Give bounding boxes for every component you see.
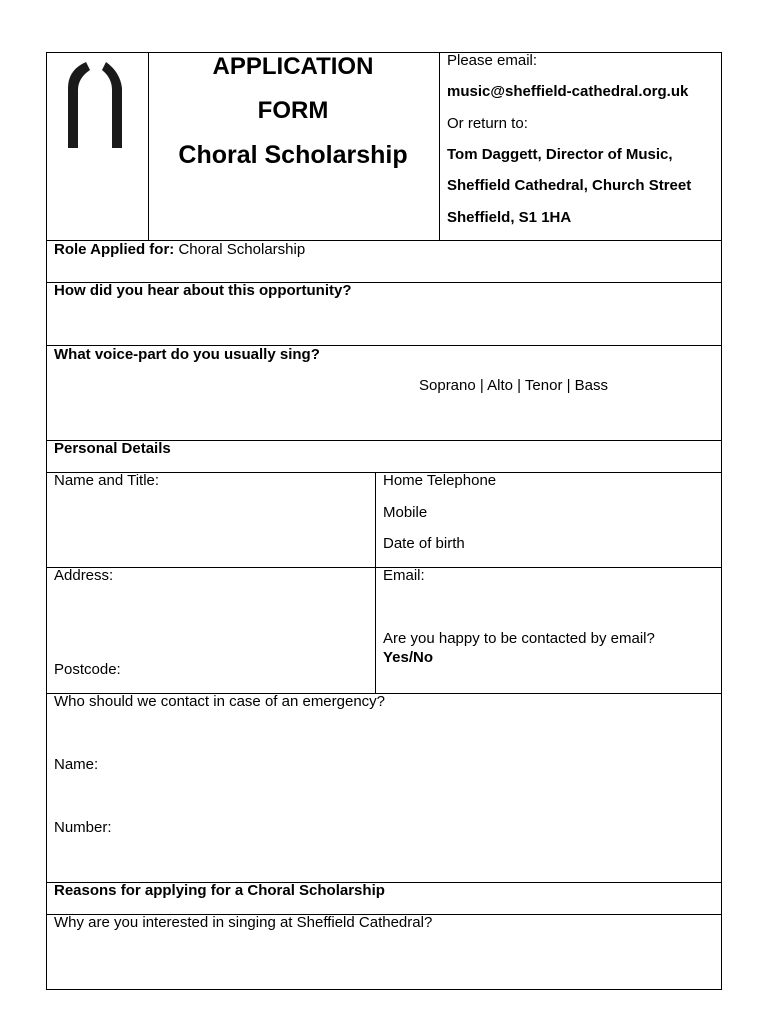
hear-about-question: How did you hear about this opportunity?	[54, 282, 352, 299]
name-title-label: Name and Title:	[54, 472, 160, 489]
interest-question: Why are you interested in singing at Sheffield Cathedral?	[54, 914, 433, 931]
border-right	[721, 52, 722, 990]
divider	[439, 52, 440, 241]
divider	[375, 472, 376, 694]
emergency-contact-question: Who should we contact in case of an emergency?	[54, 693, 386, 710]
form-title-line1: APPLICATION	[212, 53, 374, 80]
cathedral-arch-logo	[62, 58, 128, 150]
form-title-line2: FORM	[257, 97, 329, 124]
return-prompt: Or return to:	[447, 115, 528, 132]
return-address-line1: Tom Daggett, Director of Music,	[447, 146, 673, 163]
personal-details-heading: Personal Details	[54, 440, 171, 457]
date-of-birth-label: Date of birth	[383, 535, 465, 552]
email-consent-question: Are you happy to be contacted by email?	[383, 630, 655, 647]
email-consent-answer[interactable]: Yes/No	[383, 649, 434, 666]
emergency-name-label: Name:	[54, 756, 99, 773]
emergency-number-label: Number:	[54, 819, 112, 836]
contact-email: music@sheffield-cathedral.org.uk	[447, 83, 689, 100]
voice-part-question: What voice-part do you usually sing?	[54, 346, 320, 363]
postcode-label: Postcode:	[54, 661, 121, 678]
email-label: Email:	[383, 567, 425, 584]
email-prompt: Please email:	[447, 52, 538, 69]
form-title-line3: Choral Scholarship	[178, 141, 408, 169]
interest-answer-field[interactable]	[47, 934, 721, 989]
hear-about-field[interactable]	[47, 300, 721, 345]
role-applied	[54, 241, 305, 259]
return-address-line3: Sheffield, S1 1HA	[447, 209, 572, 226]
address-label: Address:	[54, 567, 114, 584]
voice-part-options[interactable]: Soprano | Alto | Tenor | Bass	[419, 377, 609, 394]
role-label: Role Applied for:	[54, 241, 175, 258]
role-value: Choral Scholarship	[174, 241, 306, 258]
mobile-label: Mobile	[383, 504, 428, 521]
reasons-heading: Reasons for applying for a Choral Scholarship	[54, 882, 385, 899]
border-bottom	[46, 989, 722, 990]
return-address-line2: Sheffield Cathedral, Church Street	[447, 177, 692, 194]
name-title-field[interactable]	[47, 490, 375, 567]
home-telephone-label: Home Telephone	[383, 472, 497, 489]
